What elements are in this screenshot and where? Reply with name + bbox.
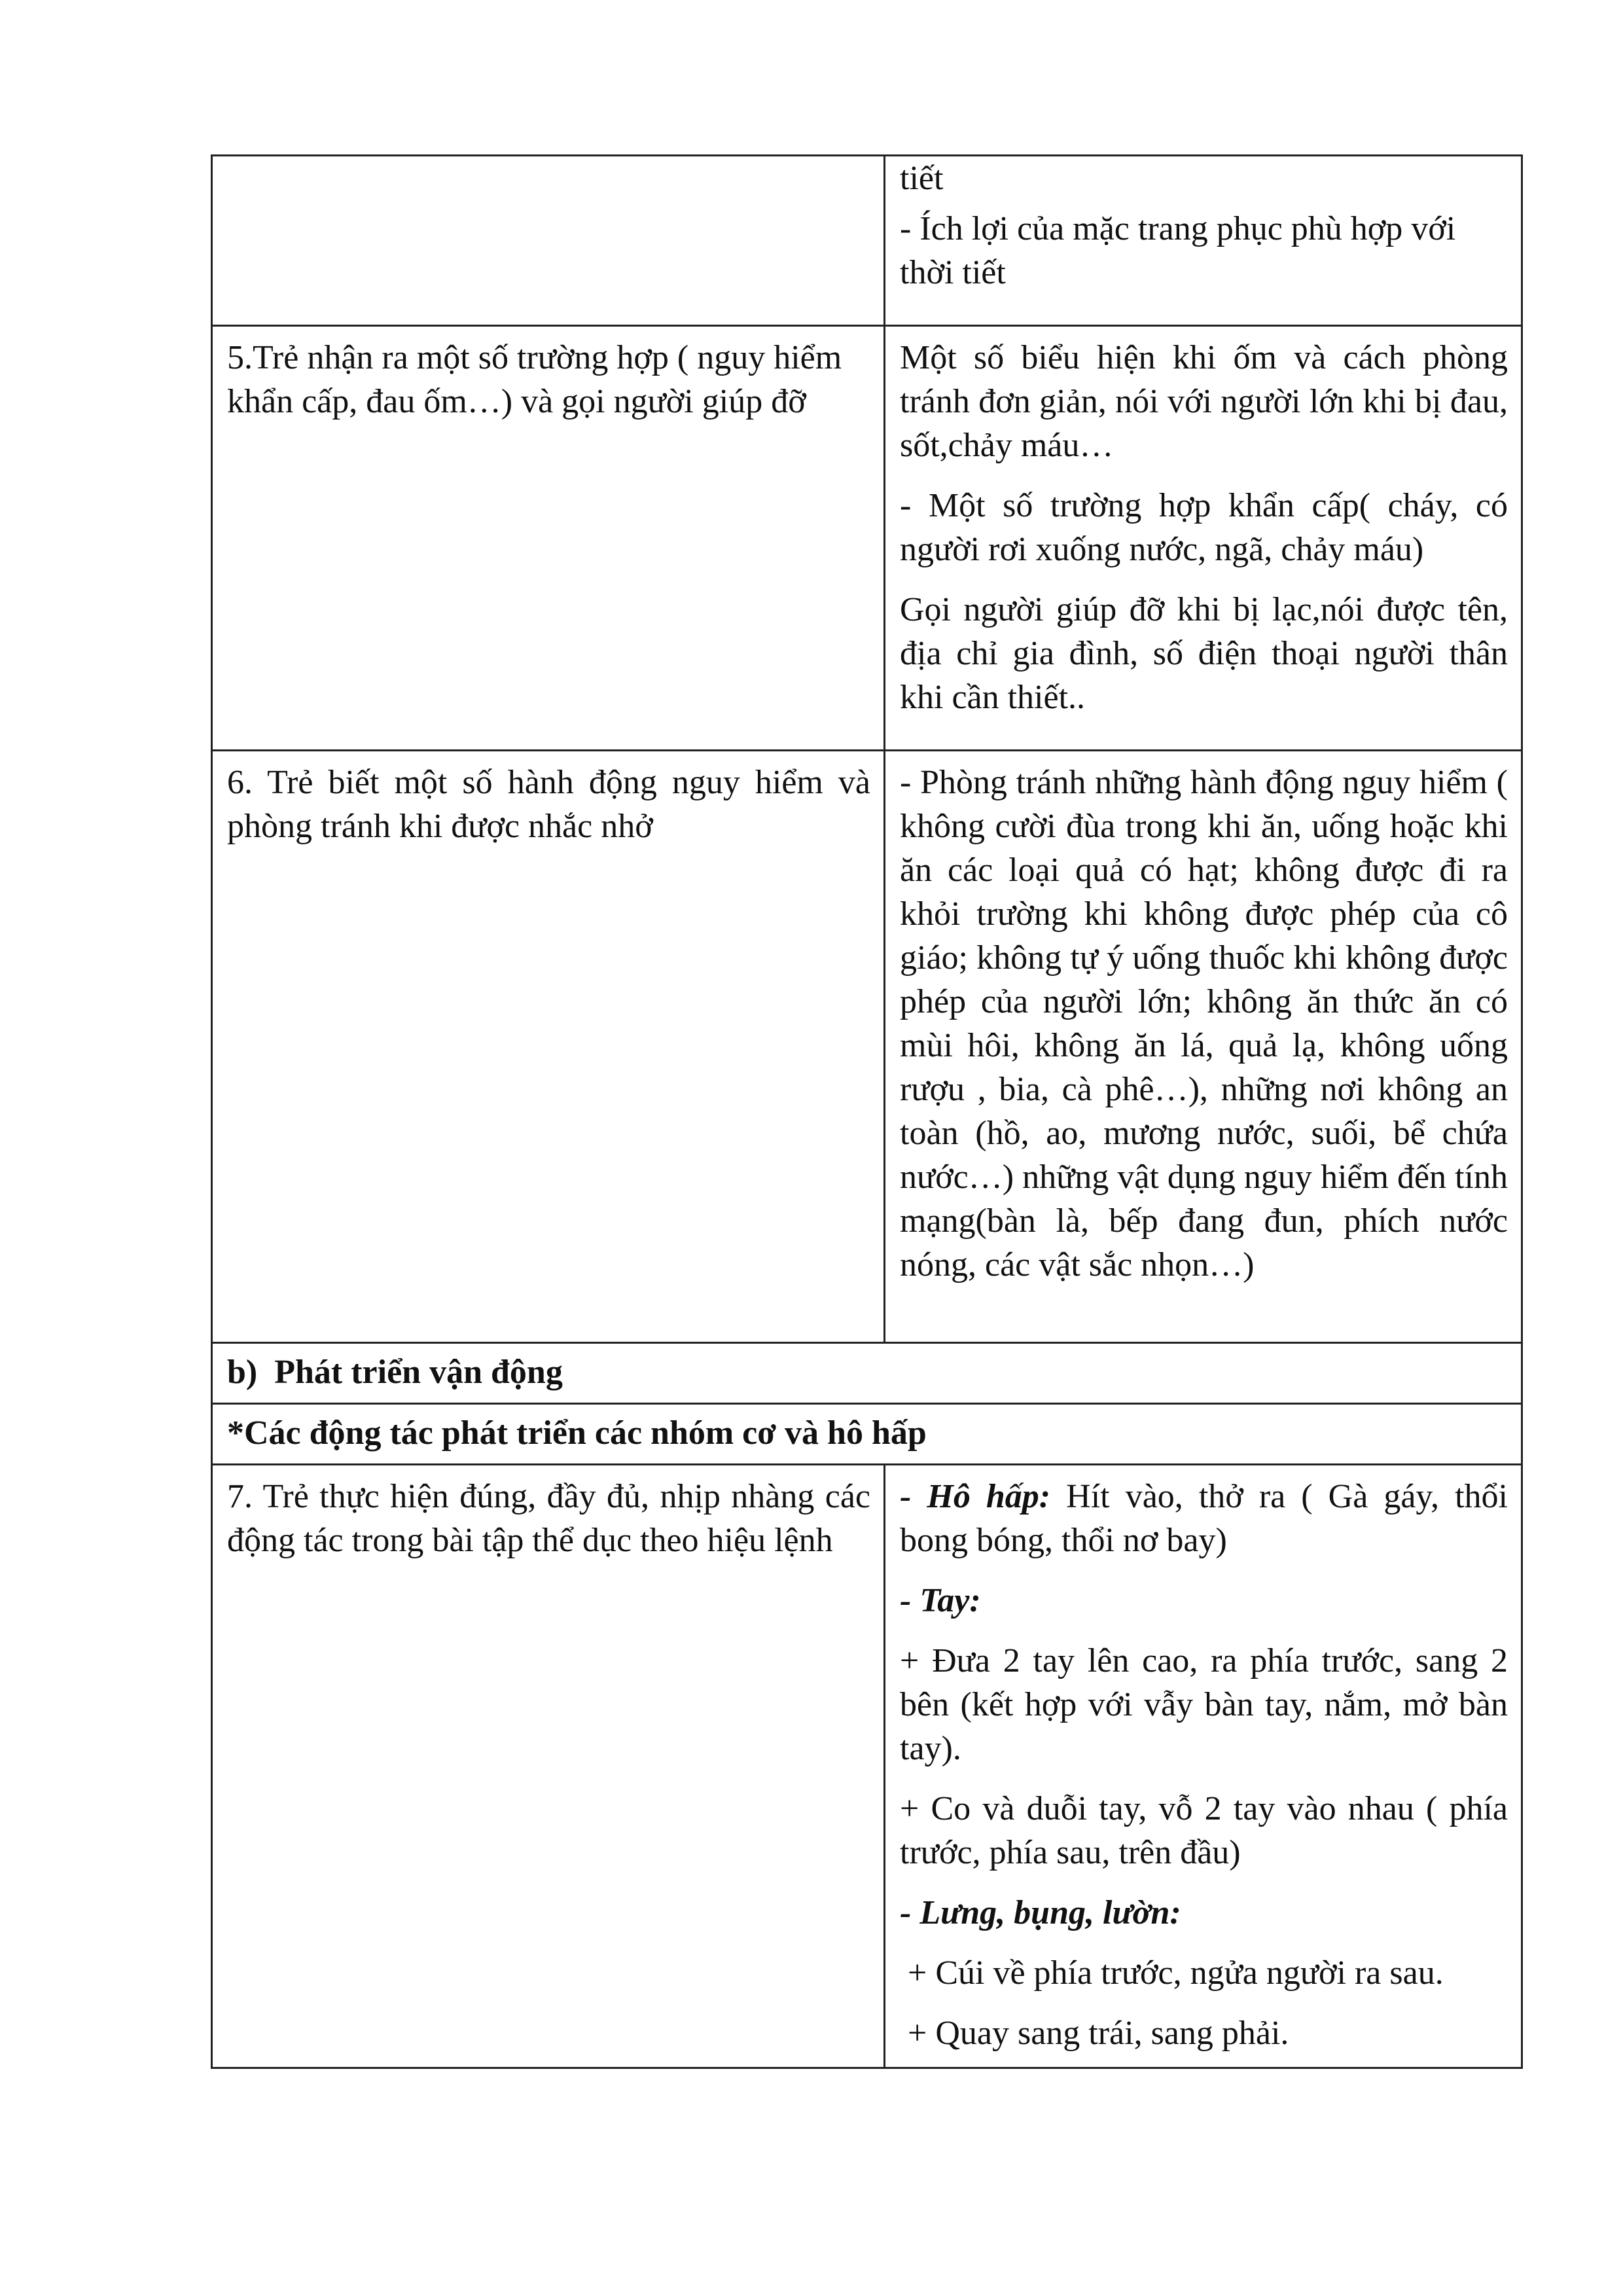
objective-text: 6. Trẻ biết một số hành động nguy hiểm và phòng tránh khi được nhắc nhở — [227, 764, 870, 845]
content-cell — [885, 156, 1522, 326]
table-row — [212, 156, 1522, 326]
content-line: Gọi người giúp đỡ khi bị lạc,nói được tên, địa chỉ gia đình, số điện thoại người thân khi cần thiết.. — [900, 591, 1508, 716]
section-heading-row — [212, 1343, 1522, 1404]
objective-cell — [212, 156, 885, 326]
content-cell — [885, 1465, 1522, 2068]
content-line: - Phòng tránh những hành động nguy hiểm ( không cười đùa trong khi ăn, uống hoặc khi ăn các loại quả có hạt; không được đi ra khỏi trường khi không được phép của cô giáo; không tự ý uống thuốc khi không được phép của người lớn; không ăn thức ăn có mùi hôi, không ăn lá, quả lạ, không uống rượu , bia, cà phê…), những nơi không an toàn (hồ, ao, mương nước, suối, bể chứa nước…) những vật dụng nguy hiểm đến tính mạng(bàn là, bếp đang đun, phích nước nóng, các vật sắc nhọn…) — [900, 764, 1508, 1283]
table-row — [212, 1465, 1522, 2068]
section-heading: b) Phát triển vận động — [212, 1343, 1522, 1404]
objective-cell — [212, 1465, 885, 2068]
content-line: Một số biểu hiện khi ốm và cách phòng tránh đơn giản, nói với người lớn khi bị đau, sốt,chảy máu… — [900, 339, 1508, 464]
content-line — [900, 1475, 1508, 1562]
content-cell — [885, 326, 1522, 751]
objective-cell — [212, 326, 885, 751]
ho-hap-label: - Hô hấp: — [900, 1478, 1051, 1515]
content-line: - Một số trường hợp khẩn cấp( cháy, có người rơi xuống nước, ngã, chảy máu) — [900, 487, 1508, 568]
content-cell — [885, 751, 1522, 1343]
tay-label: - Tay: — [900, 1582, 981, 1619]
content-line: tiết — [900, 160, 944, 197]
table-row — [212, 326, 1522, 751]
ho-hap-text: Hít vào, thở ra ( Gà gáy, thổi bong bóng, thổi nơ bay) — [900, 1478, 1508, 1559]
curriculum-table — [211, 154, 1523, 2069]
objective-text: 7. Trẻ thực hiện đúng, đầy đủ, nhịp nhàng các động tác trong bài tập thể dục theo hiệu lệnh — [227, 1478, 870, 1559]
lung-label: - Lưng, bụng, lườn: — [900, 1894, 1181, 1931]
content-line: + Co và duỗi tay, vỗ 2 tay vào nhau ( phía trước, phía sau, trên đầu) — [900, 1790, 1508, 1871]
content-line: - Ích lợi của mặc trang phục phù hợp với thời tiết — [900, 210, 1456, 291]
content-line: + Đưa 2 tay lên cao, ra phía trước, sang 2 bên (kết hợp với vẫy bàn tay, nắm, mở bàn tay). — [900, 1642, 1508, 1767]
section-subheading: *Các động tác phát triển các nhóm cơ và hô hấp — [212, 1404, 1522, 1465]
section-subheading-row — [212, 1404, 1522, 1465]
objective-text: 5.Trẻ nhận ra một số trường hợp ( nguy hiểm khẩn cấp, đau ốm…) và gọi người giúp đỡ — [227, 339, 842, 420]
content-line: + Cúi về phía trước, ngửa người ra sau. — [908, 1954, 1444, 1992]
table-row — [212, 751, 1522, 1343]
content-line: + Quay sang trái, sang phải. — [908, 2015, 1289, 2052]
objective-cell — [212, 751, 885, 1343]
